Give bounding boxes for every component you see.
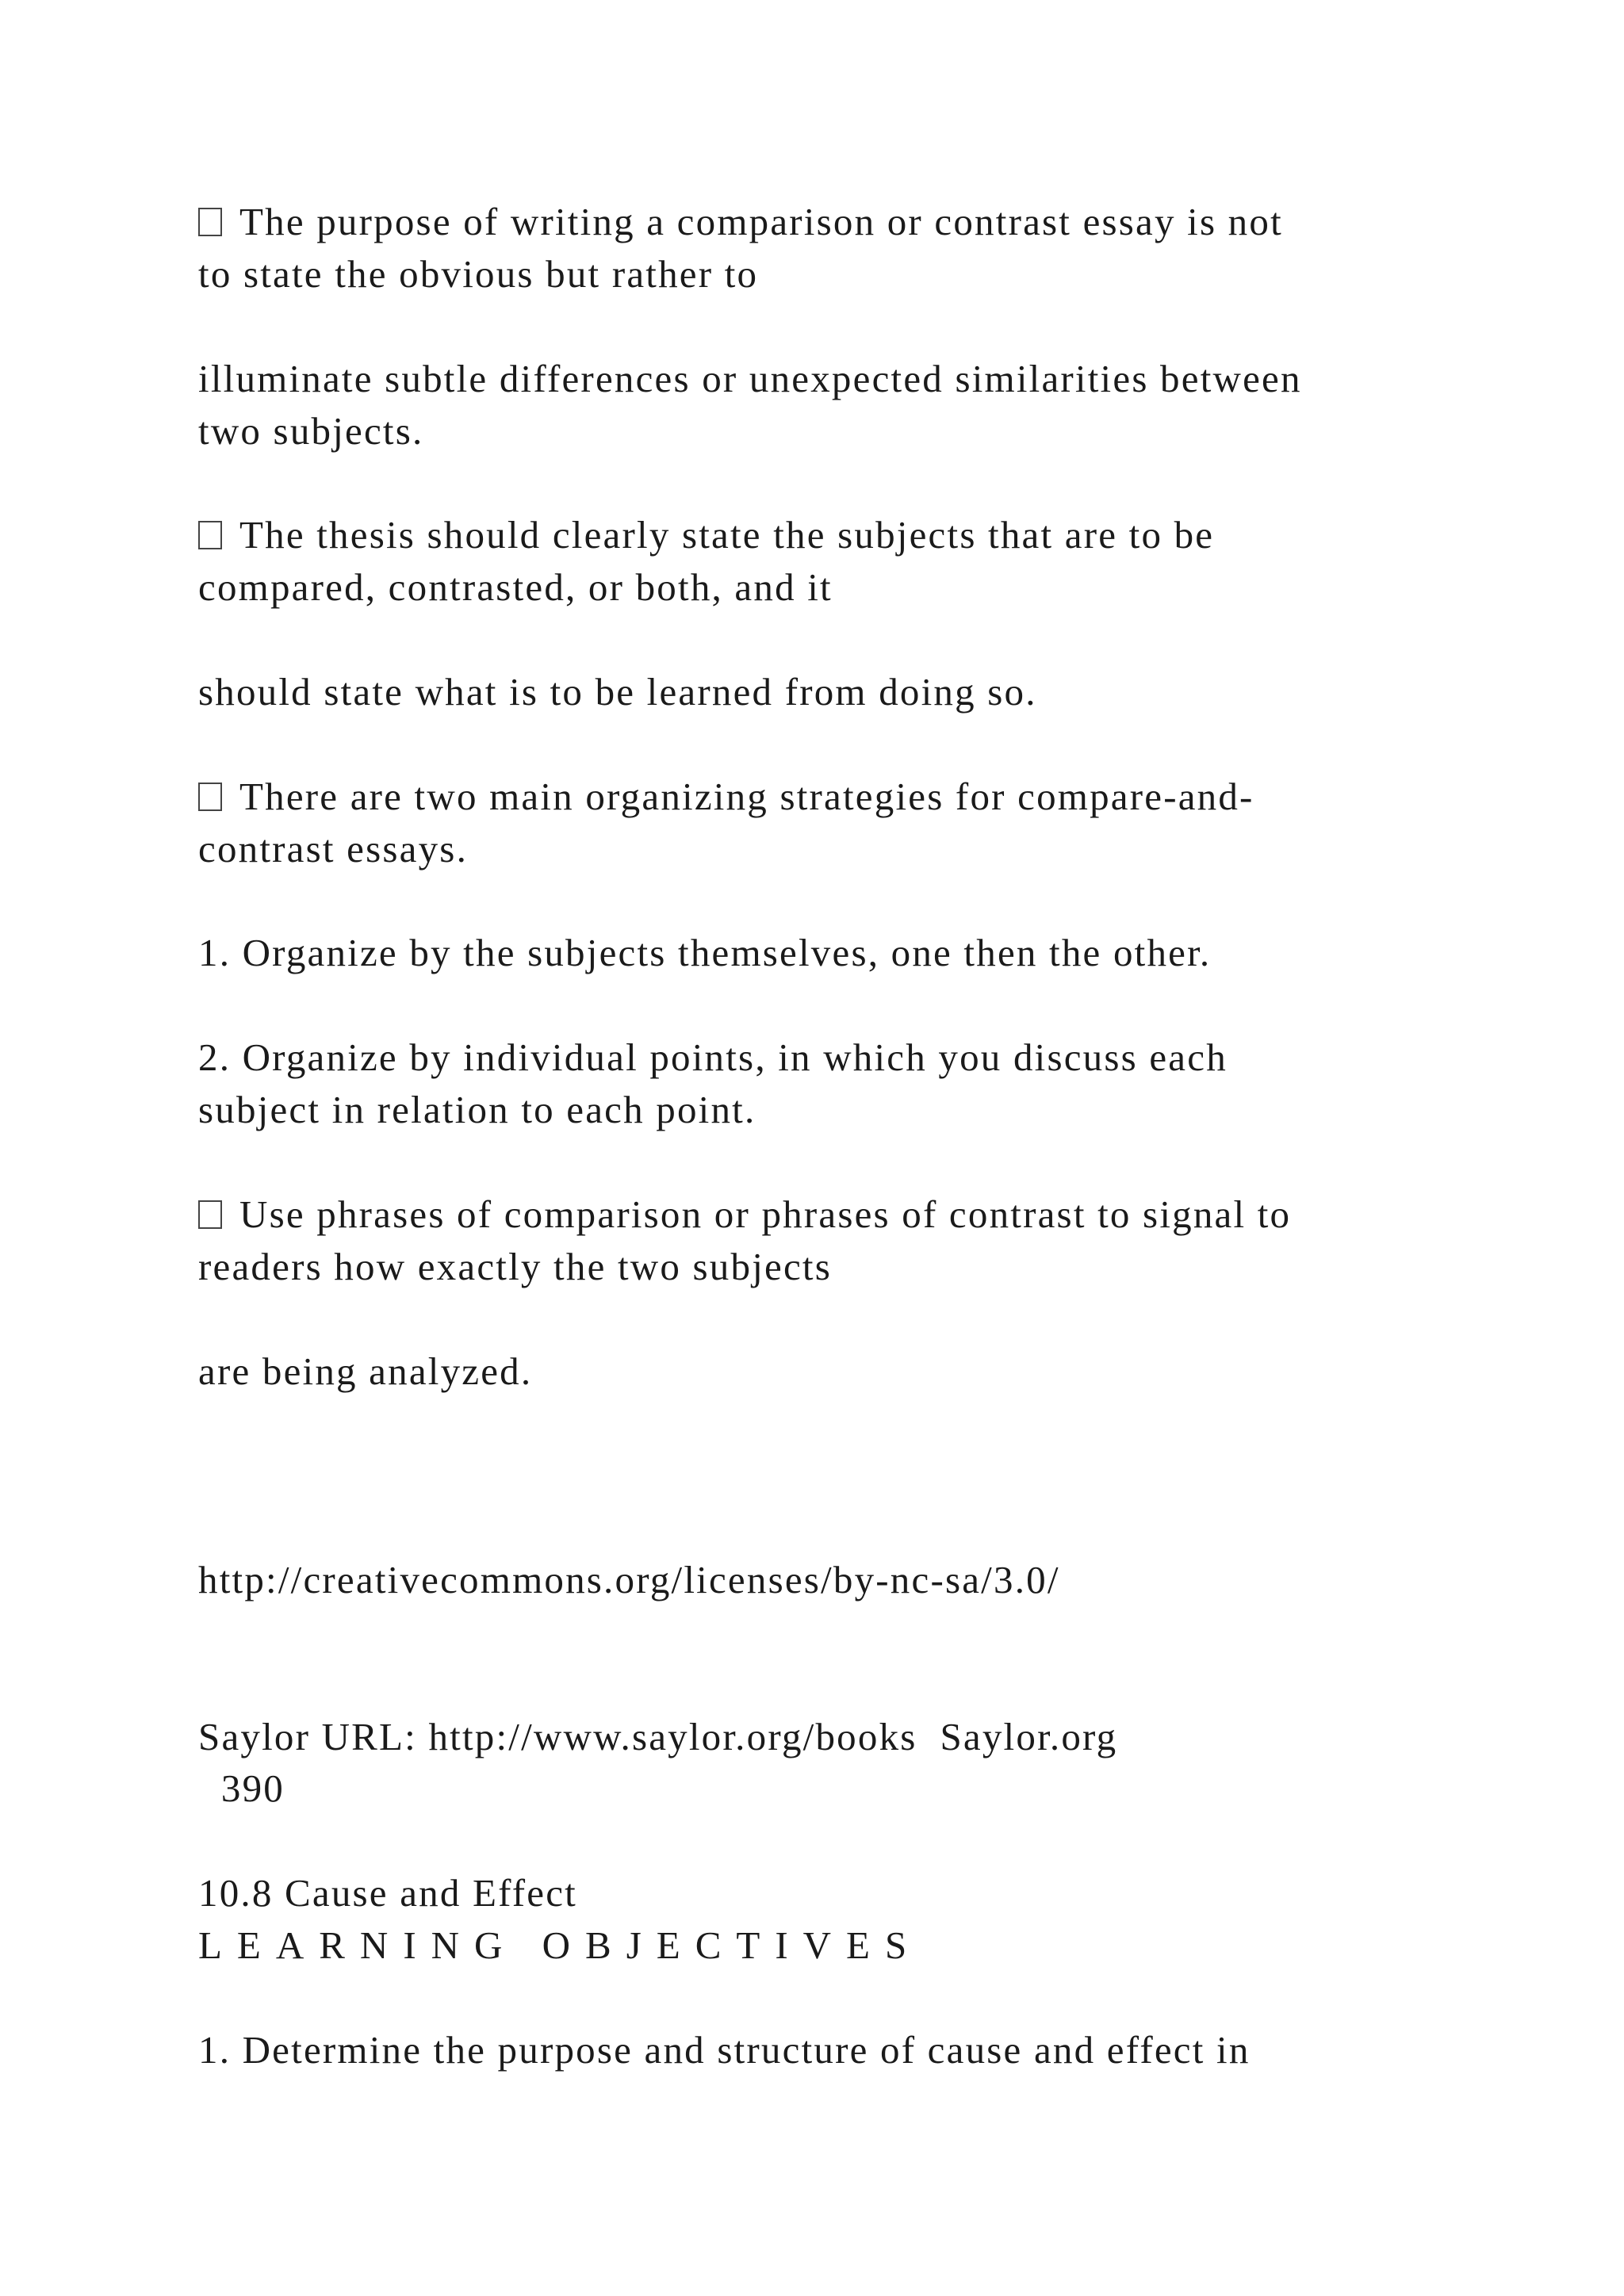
missing-glyph-icon — [198, 521, 222, 549]
missing-glyph-icon — [198, 1200, 222, 1229]
bullet-line — [198, 773, 1254, 821]
missing-glyph-icon — [198, 783, 222, 811]
section-title: 10.8 Cause and Effect — [198, 1871, 577, 1915]
text-line: contrast essays. — [198, 827, 469, 871]
numbered-item: 2. Organize by individual points, in which you discuss each — [198, 1035, 1228, 1079]
line-text: The purpose of writing a comparison or contrast essay is not — [239, 200, 1283, 243]
text-line: should state what is to be learned from doing so. — [198, 670, 1037, 714]
text-line: to state the obvious but rather to — [198, 252, 759, 296]
text-line: illuminate subtle differences or unexpected similarities between — [198, 357, 1302, 400]
license-url: http://creativecommons.org/licenses/by-nc-sa/3.0/ — [198, 1558, 1060, 1601]
text-line: compared, contrasted, or both, and it — [198, 565, 833, 609]
page-number: 390 — [198, 1766, 285, 1810]
missing-glyph-icon — [198, 208, 222, 236]
bullet-line — [198, 511, 1214, 559]
text-line: readers how exactly the two subjects — [198, 1245, 832, 1288]
text-line: subject in relation to each point. — [198, 1088, 756, 1131]
line-text: There are two main organizing strategies for compare-and- — [239, 775, 1254, 818]
line-text: Use phrases of comparison or phrases of contrast to signal to — [239, 1192, 1292, 1236]
bullet-line — [198, 198, 1283, 246]
line-text: The thesis should clearly state the subjects that are to be — [239, 513, 1215, 557]
page-footer: Saylor URL: http://www.saylor.org/books Saylor.org — [198, 1715, 1118, 1758]
numbered-item: 1. Organize by the subjects themselves, one then the other. — [198, 931, 1212, 974]
objectives-heading: LEARNING OBJECTIVES — [198, 1923, 922, 1967]
text-line: are being analyzed. — [198, 1349, 533, 1393]
numbered-item: 1. Determine the purpose and structure of cause and effect in — [198, 2028, 1251, 2072]
bullet-line — [198, 1191, 1291, 1238]
text-line: two subjects. — [198, 409, 424, 453]
